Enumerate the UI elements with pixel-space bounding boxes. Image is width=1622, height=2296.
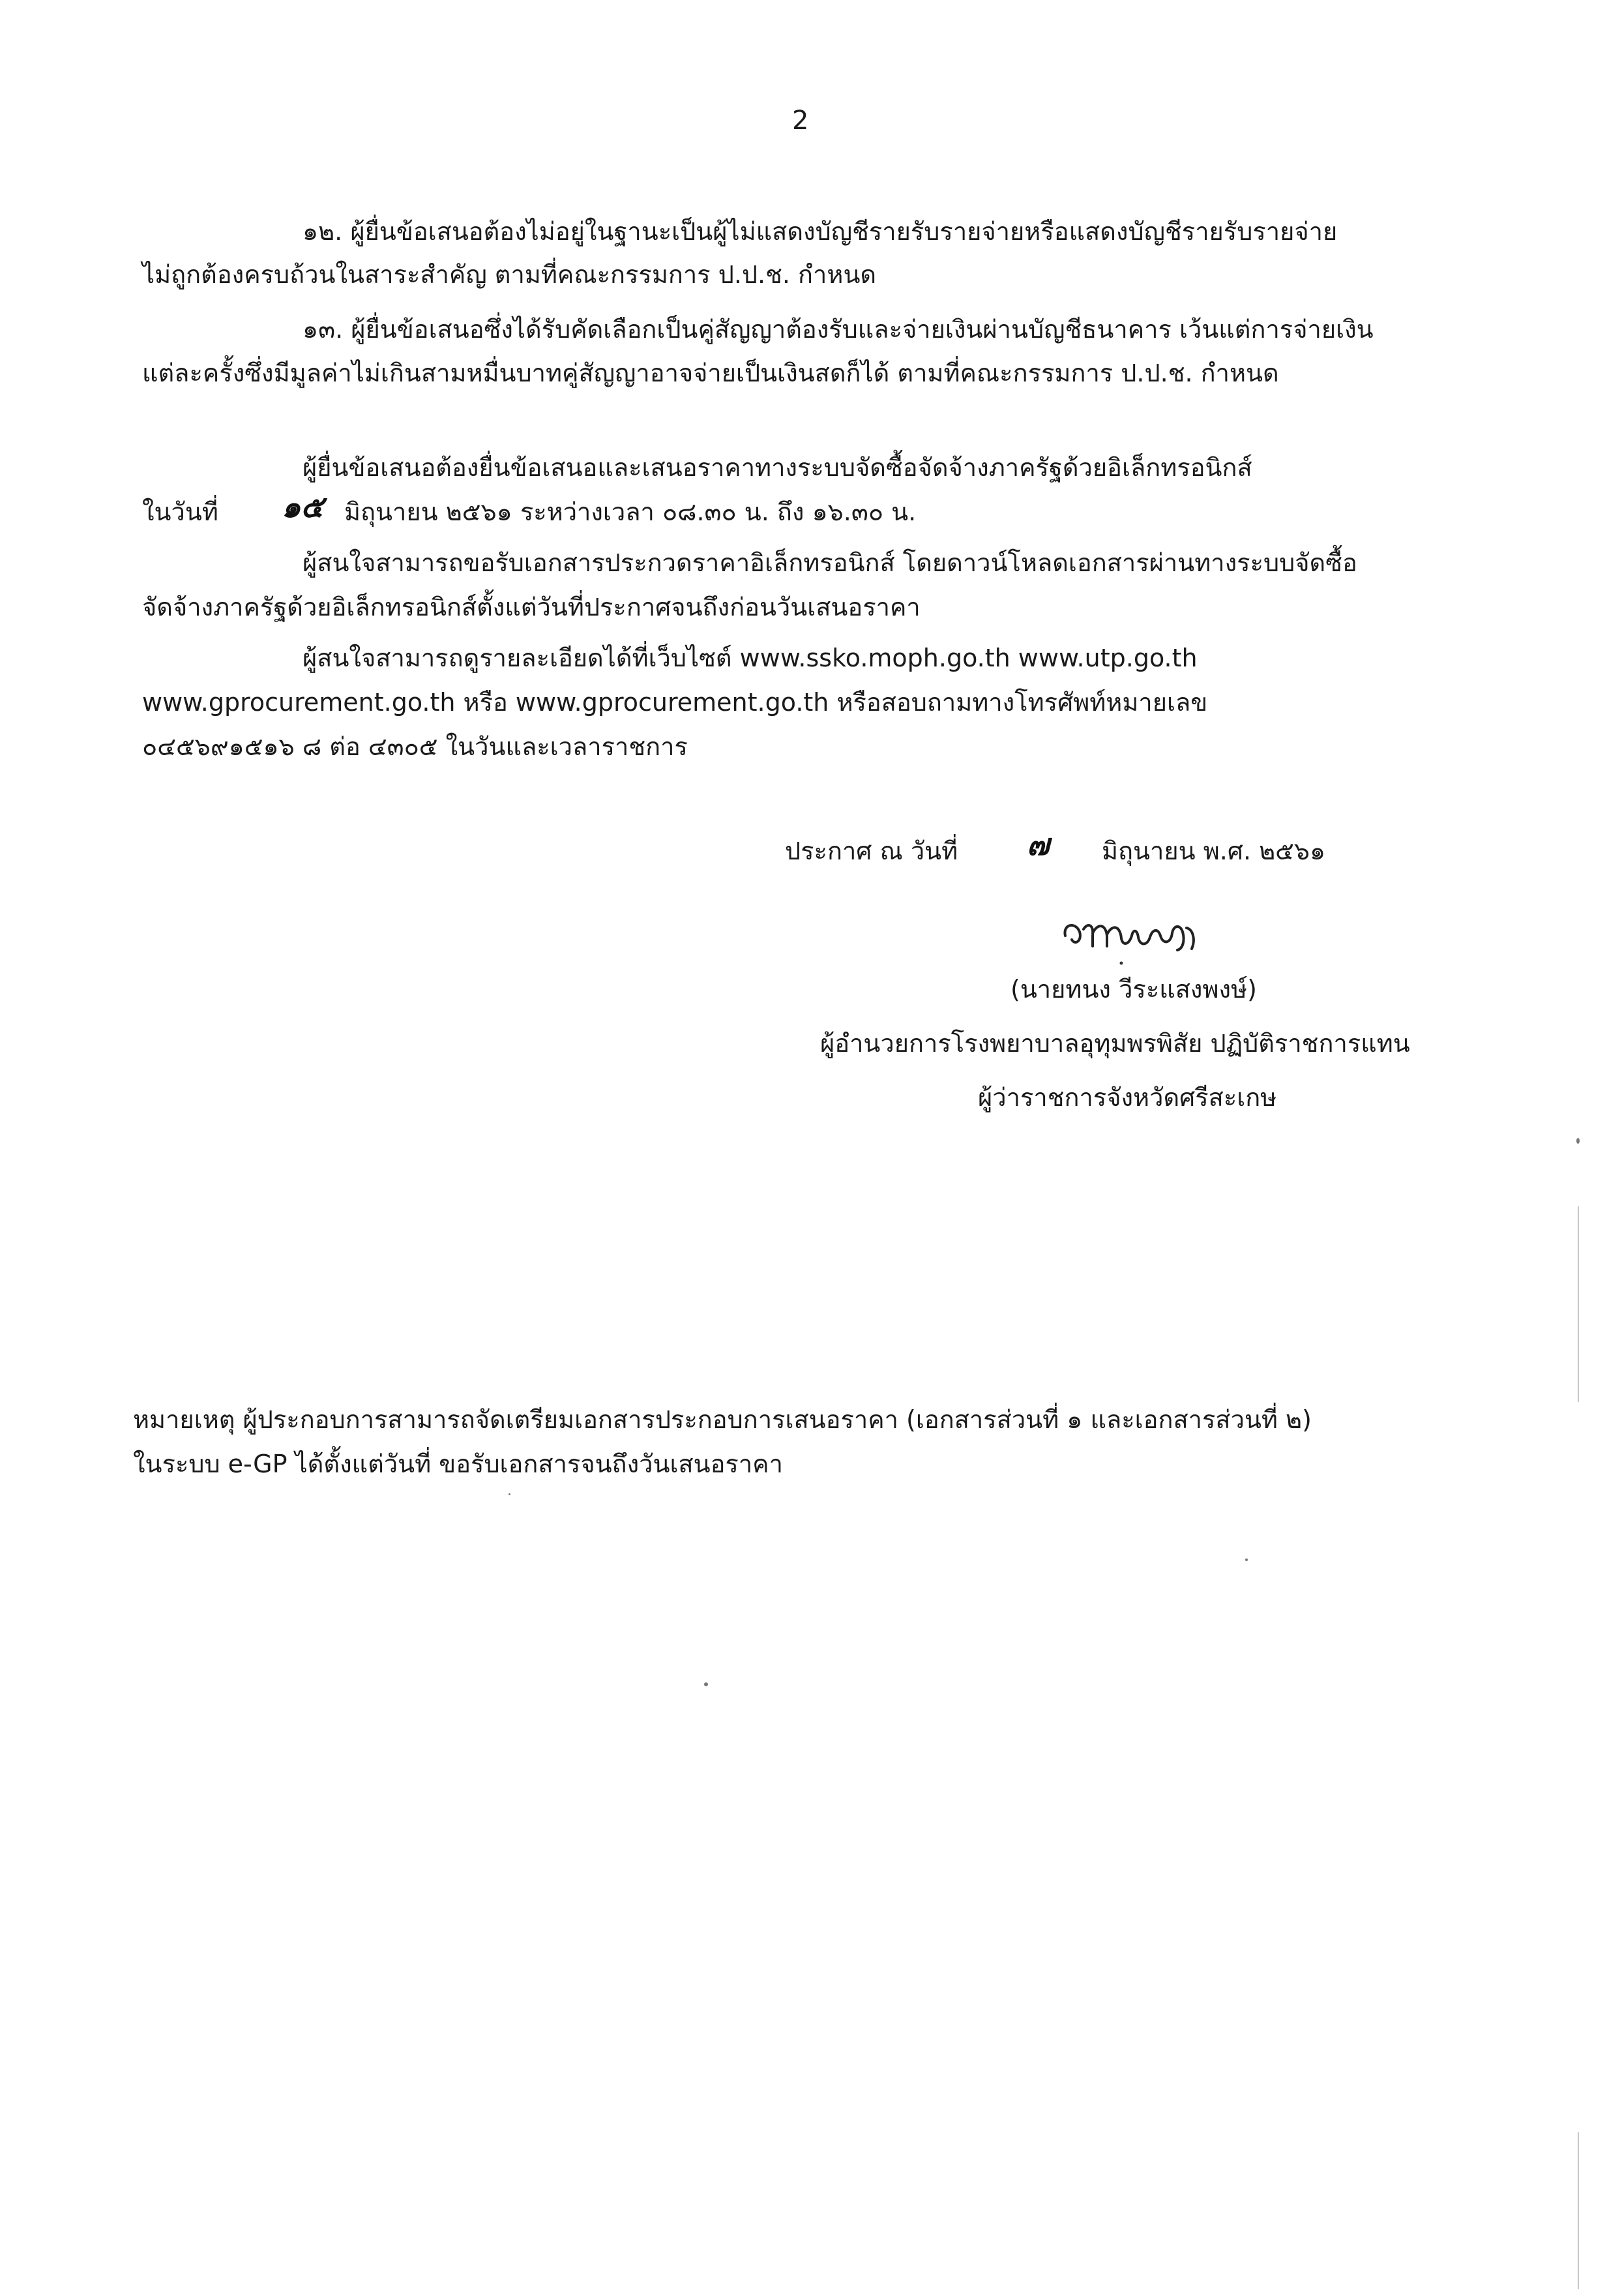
scan-edge-line (1578, 2132, 1579, 2289)
submission-line1: ผู้ยื่นข้อเสนอต้องยื่นข้อเสนอและเสนอราคาทางระบบจัดซื้อจัดจ้างภาครัฐด้วยอิเล็กทรอนิกส์ (302, 453, 1252, 482)
submission-date-day: ๑๕ (282, 489, 324, 524)
contact-line1: ผู้สนใจสามารถดูรายละเอียดได้ที่เว็บไซต์ www.ssko.moph.go.th www.utp.go.th (302, 644, 1198, 672)
page-number: 2 (792, 106, 809, 136)
item12-line2: ไม่ถูกต้องครบถ้วนในสาระสำคัญ ตามที่คณะกรรมการ ป.ป.ช. กำหนด (142, 260, 877, 289)
item13-line2: แต่ละครั้งซึ่งมีมูลค่าไม่เกินสามหมื่นบาทคู่สัญญาอาจจ่ายเป็นเงินสดก็ได้ ตามที่คณะกรรมการ ป.ป.ช. กำหนด (142, 359, 1279, 387)
note-line1: หมายเหตุ ผู้ประกอบการสามารถจัดเตรียมเอกสารประกอบการเสนอราคา (เอกสารส่วนที่ ๑ และเอกสารส่วนที่ ๒) (133, 1405, 1312, 1434)
scan-speck (509, 1493, 510, 1495)
announcement-day: ๗ (1027, 827, 1050, 862)
scan-speck (704, 1682, 708, 1686)
download-line1: ผู้สนใจสามารถขอรับเอกสารประกวดราคาอิเล็กทรอนิกส์ โดยดาวน์โหลดเอกสารผ่านทางระบบจัดซื้อ (302, 548, 1357, 577)
signatory-title: ผู้อำนวยการโรงพยาบาลอุทุมพรพิสัย ปฏิบัติราชการแทน (820, 1029, 1410, 1058)
announcement-prefix: ประกาศ ณ วันที่ (785, 837, 958, 865)
download-line2: จัดจ้างภาครัฐด้วยอิเล็กทรอนิกส์ตั้งแต่วันที่ประกาศจนถึงก่อนวันเสนอราคา (142, 593, 921, 621)
scan-edge-line (1578, 1206, 1579, 1402)
scan-speck (1245, 1558, 1248, 1561)
item13-line1: ๑๓. ผู้ยื่นข้อเสนอซึ่งได้รับคัดเลือกเป็นคู่สัญญาต้องรับและจ่ายเงินผ่านบัญชีธนาคาร เว้นแต่การจ่ายเงิน (302, 315, 1374, 344)
announcement-rest: มิถุนายน พ.ศ. ๒๕๖๑ (1102, 837, 1326, 865)
contact-line2: www.gprocurement.go.th หรือ www.gprocurement.go.th หรือสอบถามทางโทรศัพท์หมายเลข (142, 688, 1208, 717)
signatory-name: (นายทนง วีระแสงพงษ์) (1010, 975, 1257, 1004)
submission-date-rest: มิถุนายน ๒๕๖๑ ระหว่างเวลา ๐๘.๓๐ น. ถึง ๑๖.๓๐ น. (344, 498, 917, 526)
item12-line1: ๑๒. ผู้ยื่นข้อเสนอต้องไม่อยู่ในฐานะเป็นผู้ไม่แสดงบัญชีรายรับรายจ่ายหรือแสดงบัญชีรายรับรายจ่าย (302, 217, 1338, 246)
contact-line3: ๐๔๕๖๙๑๕๑๖ ๘ ต่อ ๔๓๐๕ ในวันและเวลาราชการ (142, 732, 688, 761)
signatory-on-behalf: ผู้ว่าราชการจังหวัดศรีสะเกษ (978, 1083, 1277, 1112)
scan-speck (1576, 1138, 1580, 1144)
note-line2: ในระบบ e-GP ได้ตั้งแต่วันที่ ขอรับเอกสารจนถึงวันเสนอราคา (133, 1450, 783, 1478)
submission-date-prefix: ในวันที่ (142, 498, 218, 526)
signature-image (1056, 910, 1213, 968)
